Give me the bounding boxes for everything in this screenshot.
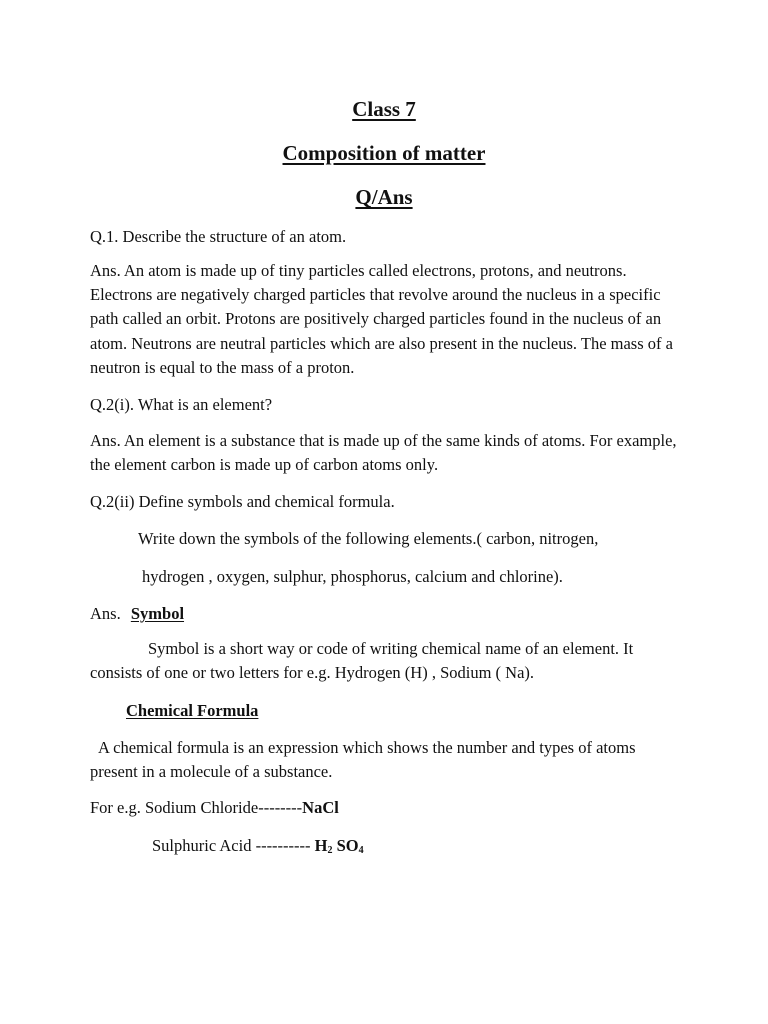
class-heading: Class 7	[352, 97, 416, 121]
answer-2-ii-label	[90, 602, 184, 626]
answer-1: Ans. An atom is made up of tiny particles called electrons, protons, and neutrons. Electrons are negatively charged particles that revolve around the nucleus in a specific path called an orbit. Protons are positively charged particles found in the nucleus of an atom. Neutrons are neutral particles which are also present in the nucleus. The mass of a neutron is equal to the mass of a proton.	[90, 261, 673, 377]
formula-so: SO	[332, 836, 359, 855]
ans-prefix: Ans.	[90, 604, 121, 623]
question-1: Q.1. Describe the structure of an atom.	[90, 227, 347, 246]
subscript-4: 4	[358, 845, 364, 856]
example-1-label: For e.g. Sodium Chloride--------	[90, 798, 303, 817]
formula-h2so4	[315, 836, 364, 855]
question-2-i: Q.2(i). What is an element?	[90, 395, 273, 414]
chemical-formula-definition: A chemical formula is an expression which shows the number and types of atoms present in a molecule of a substance.	[90, 738, 636, 782]
formula-h: H	[314, 836, 328, 855]
chemical-formula-heading: Chemical Formula	[126, 701, 259, 720]
instruction-line-1: Write down the symbols of the following elements.( carbon, nitrogen,	[138, 529, 599, 548]
example-sodium-chloride	[90, 796, 339, 820]
instruction-line-2: hydrogen , oxygen, sulphur, phosphorus, calcium and chlorine).	[142, 567, 563, 586]
topic-heading: Composition of matter	[282, 141, 486, 165]
formula-nacl: NaCl	[302, 798, 339, 817]
section-heading: Q/Ans	[355, 185, 413, 209]
example-sulphuric-acid	[152, 834, 364, 858]
symbol-definition: Symbol is a short way or code of writing chemical name of an element. It consists of one or two letters for e.g. Hydrogen (H) , Sodium ( Na).	[90, 639, 634, 683]
question-2-ii: Q.2(ii) Define symbols and chemical formula.	[90, 492, 395, 511]
subscript-2: 2	[327, 845, 333, 856]
answer-2-i: Ans. An element is a substance that is made up of the same kinds of atoms. For example, the element carbon is made up of carbon atoms only.	[90, 431, 677, 475]
symbol-heading: Symbol	[130, 604, 185, 623]
example-2-label: Sulphuric Acid ----------	[152, 836, 315, 855]
